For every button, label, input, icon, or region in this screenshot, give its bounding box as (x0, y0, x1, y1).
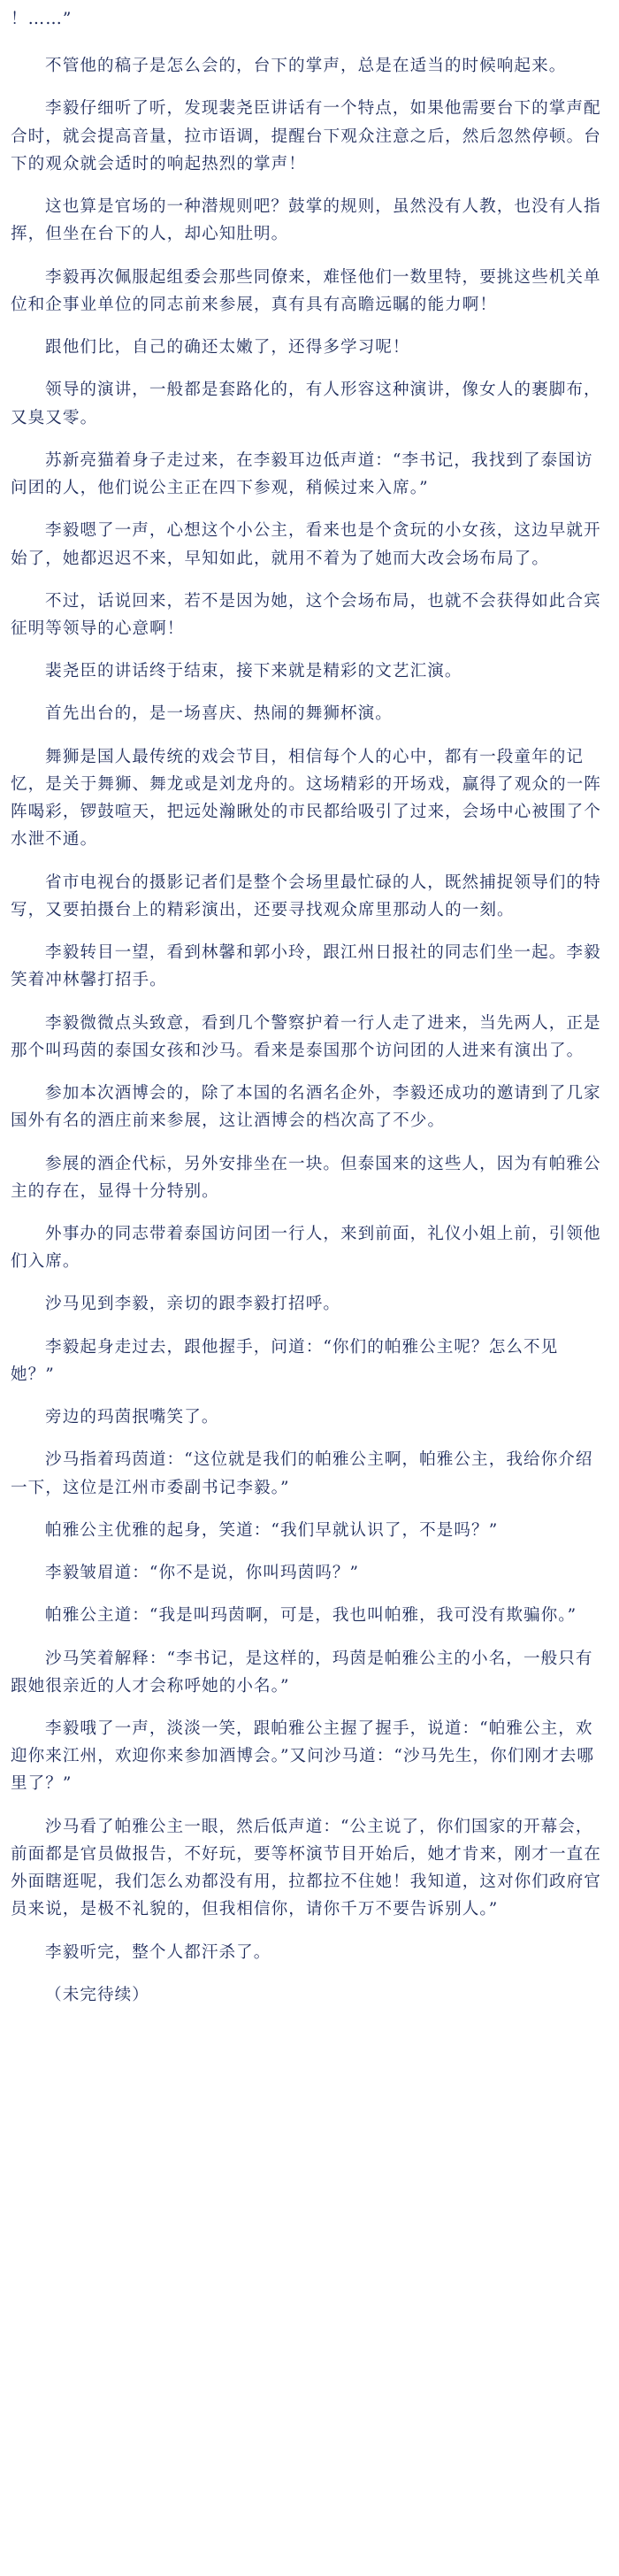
paragraph: ！……” (11, 10, 73, 28)
paragraph: 裴尧臣的讲话终于结束，接下来就是精彩的文艺汇演。 (45, 662, 462, 681)
paragraph: 领导的演讲，一般都是套路化的，有人形容这种演讲，像女人的裹脚布，又臭又零。 (11, 381, 601, 427)
paragraph: 帕雅公主道：“我是叫玛茵啊，可是，我也叫帕雅，我可没有欺骗你。” (45, 1606, 577, 1626)
paragraph: 沙马见到李毅，亲切的跟李毅打招呼。 (45, 1295, 340, 1314)
paragraph: 旁边的玛茵抿嘴笑了。 (45, 1408, 219, 1427)
paragraph: 苏新亮猫着身子走过来，在李毅耳边低声道：“李书记，我找到了泰国访问团的人，他们说公主正在四下参观，稍候过来入席。” (11, 450, 593, 498)
document-body (11, 5, 601, 2024)
paragraph: 跟他们比，自己的确还太嫩了，还得多学习呢！ (45, 338, 410, 358)
paragraph: 李毅皱眉道：“你不是说，你叫玛茵吗？” (45, 1564, 360, 1583)
paragraph: 参加本次酒博会的，除了本国的名酒名企外，李毅还成功的邀请到了几家国外有名的酒庄前来参展，这让酒博会的档次高了不少。 (11, 1084, 601, 1131)
paragraph: 沙马看了帕雅公主一眼，然后低声道：“公主说了，你们国家的开幕会，前面都是官员做报告，不好玩，要等杯演节目开始后，她才肯来，刚才一直在外面瞎逛呢，我们怎么劝都没有用，拉都拉不住她！我知道，这对你们政府官员来说，是极不礼貌的，但我相信你，请你千万不要告诉别人。” (11, 1817, 601, 1919)
to-be-continued-note: （未完待续） (45, 1985, 149, 2004)
paragraph: 李毅起身走过去，跟他握手，问道：“你们的帕雅公主呢？怎么不见她？” (11, 1337, 559, 1384)
paragraph: 参展的酒企代标，另外安排坐在一块。但泰国来的这些人，因为有帕雅公主的存在，显得十分特别。 (11, 1154, 601, 1201)
paragraph: 李毅仔细听了听，发现裴尧臣讲话有一个特点，如果他需要台下的掌声配合时，就会提高音量，拉市语调，提醒台下观众注意之后，然后忽然停顿。台下的观众就会适时的响起热烈的掌声！ (11, 99, 601, 173)
paragraph: 李毅转目一望，看到林馨和郭小玲，跟江州日报社的同志们坐一起。李毅笑着冲林馨打招手。 (11, 943, 601, 990)
paragraph: 沙马指着玛茵道：“这位就是我们的帕雅公主啊，帕雅公主，我给你介绍一下，这位是江州市委副书记李毅。” (11, 1450, 593, 1497)
paragraph: 首先出台的，是一场喜庆、热闹的舞狮杯演。 (45, 704, 393, 724)
paragraph: 李毅再次佩服起组委会那些同僚来，难怪他们一数里特，要挑这些机关单位和企事业单位的同志前来参展，真有具有高瞻远瞩的能力啊！ (11, 267, 601, 314)
paragraph: 外事办的同志带着泰国访问团一行人，来到前面，礼仪小姐上前，引领他们入席。 (11, 1224, 601, 1272)
paragraph: 省市电视台的摄影记者们是整个会场里最忙碌的人，既然捕捉领导们的特写，又要拍摄台上的精彩演出，还要寻找观众席里那动人的一刻。 (11, 873, 601, 919)
paragraph: 李毅嗯了一声，心想这个小公主，看来也是个贪玩的小女孩，这边早就开始了，她都迟迟不来，早知如此，就用不着为了她而大改会场布局了。 (11, 521, 601, 568)
paragraph: 李毅听完，整个人都汗杀了。 (45, 1942, 271, 1962)
paragraph: 舞狮是国人最传统的戏会节目，相信每个人的心中，都有一段童年的记忆，是关于舞狮、舞龙或是刘龙舟的。这场精彩的开场戏，赢得了观众的一阵阵喝彩，锣鼓喧天，把远处瀚瞅处的市民都给吸引了过来，会场中心被围了个水泄不通。 (11, 747, 601, 850)
paragraph: 李毅哦了一声，淡淡一笑，跟帕雅公主握了握手，说道：“帕雅公主，欢迎你来江州，欢迎你来参加酒博会。”又问沙马道：“沙马先生，你们刚才去哪里了？” (11, 1719, 595, 1794)
paragraph: 李毅微微点头致意，看到几个警察护着一行人走了进来，当先两人，正是那个叫玛茵的泰国女孩和沙马。看来是泰国那个访问团的人进来有演出了。 (11, 1013, 601, 1060)
paragraph: 不过，话说回来，若不是因为她，这个会场布局，也就不会获得如此合宾征明等领导的心意啊！ (11, 591, 601, 638)
paragraph: 这也算是官场的一种潜规则吧？鼓掌的规则，虽然没有人教，也没有人指挥，但坐在台下的人，却心知肚明。 (11, 197, 601, 244)
paragraph: 帕雅公主优雅的起身，笑道：“我们早就认识了，不是吗？” (45, 1520, 499, 1540)
paragraph: 不管他的稿子是怎么会的，台下的掌声，总是在适当的时候响起来。 (45, 57, 567, 76)
paragraph: 沙马笑着解释：“李书记，是这样的，玛茵是帕雅公主的小名，一般只有跟她很亲近的人才会称呼她的小名。” (11, 1649, 593, 1696)
